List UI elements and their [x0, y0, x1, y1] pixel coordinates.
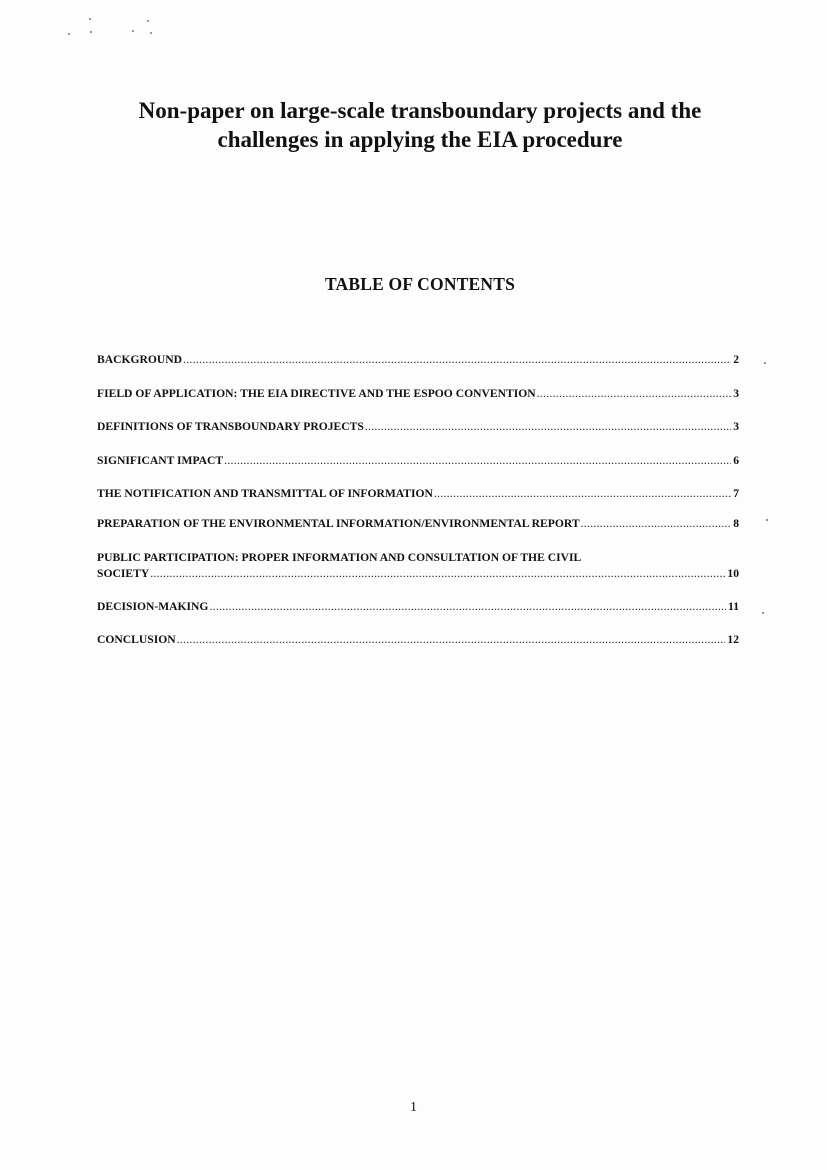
toc-entry-decision-making[interactable]	[97, 600, 739, 613]
toc-dot-leader	[434, 487, 731, 500]
toc-entry-notification[interactable]	[97, 487, 739, 500]
toc-entry-label: SOCIETY	[97, 567, 150, 580]
scan-speck	[764, 362, 766, 364]
toc-entry-label: FIELD OF APPLICATION: THE EIA DIRECTIVE AND THE ESPOO CONVENTION	[97, 387, 536, 400]
toc-dot-leader	[581, 517, 732, 530]
scan-speck	[89, 18, 91, 20]
toc-entry-page: 7	[733, 487, 739, 500]
toc-entry-significant-impact[interactable]	[97, 454, 739, 467]
toc-dot-leader	[150, 567, 725, 580]
page-number: 1	[410, 1100, 417, 1115]
toc-entry-public-participation-line-1[interactable]: PUBLIC PARTICIPATION: PROPER INFORMATION AND CONSULTATION OF THE CIVIL	[97, 551, 582, 564]
toc-dot-leader	[183, 353, 731, 366]
document-title	[100, 96, 740, 154]
toc-entry-page: 12	[727, 633, 739, 646]
toc-entry-page: 8	[733, 517, 739, 530]
toc-entry-label: DEFINITIONS OF TRANSBOUNDARY PROJECTS	[97, 420, 364, 433]
toc-entry-conclusion[interactable]	[97, 633, 739, 646]
scan-speck	[132, 30, 134, 32]
toc-entry-page: 3	[733, 420, 739, 433]
document-title-line-2: challenges in applying the EIA procedure	[217, 127, 623, 152]
toc-dot-leader	[224, 454, 731, 467]
toc-entry-page: 10	[727, 567, 739, 580]
scan-speck	[147, 20, 149, 22]
toc-dot-leader	[209, 600, 726, 613]
document-title-line-1: Non-paper on large-scale transboundary projects and the	[138, 98, 702, 123]
toc-entry-background[interactable]	[97, 353, 739, 366]
toc-dot-leader	[537, 387, 732, 400]
scan-speck	[90, 31, 92, 33]
toc-entry-public-participation[interactable]	[97, 567, 739, 580]
toc-entry-page: 11	[728, 600, 739, 613]
toc-dot-leader	[365, 420, 731, 433]
toc-entry-label: BACKGROUND	[97, 353, 183, 366]
toc-entry-page: 2	[733, 353, 739, 366]
toc-entry-preparation[interactable]	[97, 517, 739, 530]
toc-entry-label: SIGNIFICANT IMPACT	[97, 454, 224, 467]
toc-entry-field-of-application[interactable]	[97, 387, 739, 400]
toc-entry-page: 6	[733, 454, 739, 467]
scan-speck	[68, 33, 70, 35]
toc-entry-label: PREPARATION OF THE ENVIRONMENTAL INFORMATION/ENVIRONMENTAL REPORT	[97, 517, 580, 530]
scan-speck	[766, 519, 768, 521]
toc-entry-definitions[interactable]	[97, 420, 739, 433]
toc-heading: TABLE OF CONTENTS	[324, 274, 516, 294]
toc-entry-label: CONCLUSION	[97, 633, 176, 646]
toc-dot-leader	[177, 633, 726, 646]
scan-speck	[762, 612, 764, 614]
toc-entry-label: THE NOTIFICATION AND TRANSMITTAL OF INFORMATION	[97, 487, 433, 500]
toc-entry-page: 3	[733, 387, 739, 400]
scan-speck	[150, 32, 152, 34]
toc-entry-label: DECISION-MAKING	[97, 600, 209, 613]
